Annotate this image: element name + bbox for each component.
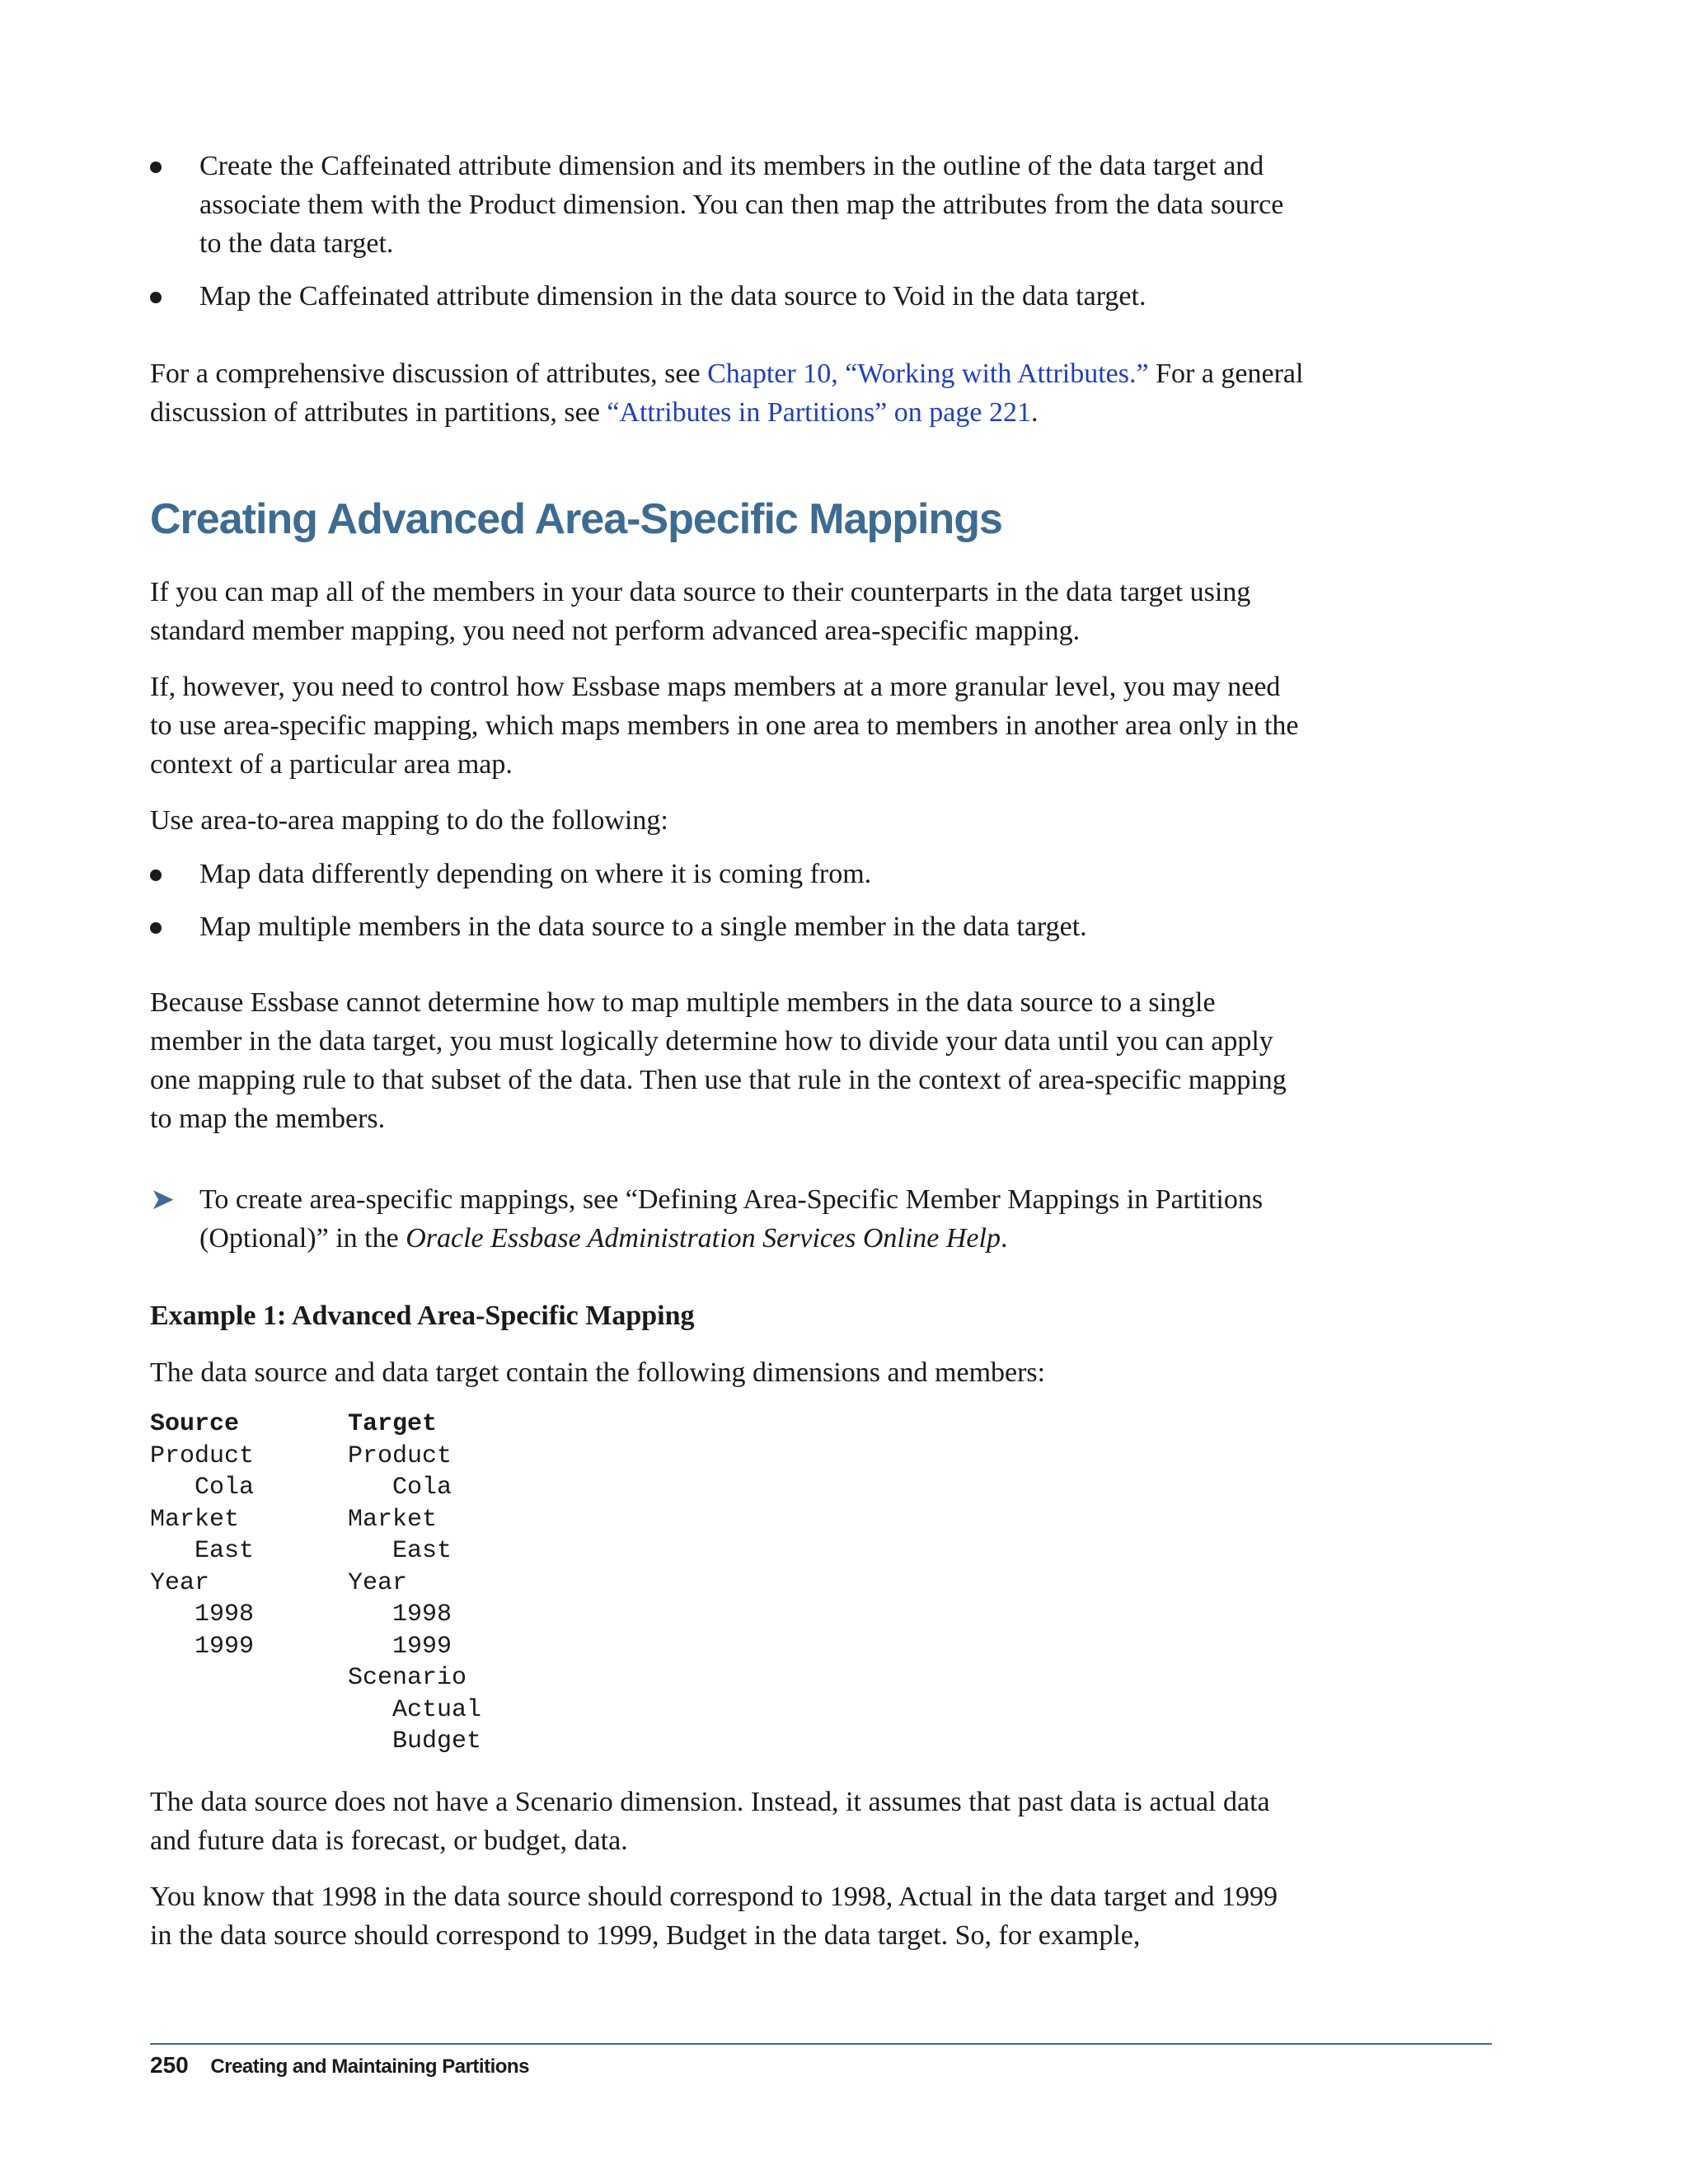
code-row bbox=[150, 1662, 546, 1694]
intro-paragraph-1: If you can map all of the members in your data source to their counterparts in the data target using standard member mapping, you need not perform advanced area-specific mapping. bbox=[150, 577, 1251, 646]
page-number: 250 bbox=[150, 2052, 189, 2078]
because-paragraph: Because Essbase cannot determine how to map multiple members in the data source to a single member in the data target, you must logically determine how to divide your data until you can apply one mapping rule to that subset of the data. Then use that rule in the context of area-specific mapping to map the members. bbox=[150, 987, 1287, 1134]
section-heading: Creating Advanced Area-Specific Mappings bbox=[150, 495, 1002, 543]
source-cell bbox=[150, 1726, 348, 1758]
source-cell: East bbox=[150, 1537, 255, 1565]
bullet-text: Create the Caffeinated attribute dimension and its members in the outline of the data target and associate them with the Product dimension. You can then map the attributes from the data source to the data target. bbox=[199, 151, 1284, 259]
code-row bbox=[150, 1599, 546, 1631]
bullet-text: Map data differently depending on where it is coming from. bbox=[199, 859, 872, 889]
paragraph-text: For a general discussion of attributes in partitions, see bbox=[150, 359, 1304, 428]
top-bullet-list bbox=[150, 147, 1304, 330]
bullet-icon bbox=[150, 869, 162, 881]
task-body: To create area-specific mappings, see “Defining Area-Specific Member Mappings in Partitions (Optional)” in the bbox=[199, 1184, 1264, 1254]
target-cell: Actual bbox=[348, 1695, 482, 1724]
code-row bbox=[150, 1726, 546, 1758]
attributes-in-partitions-link[interactable]: “Attributes in Partitions” on page 221 bbox=[607, 397, 1031, 428]
bullet-icon bbox=[150, 922, 162, 934]
code-row bbox=[150, 1472, 546, 1504]
source-cell bbox=[150, 1662, 348, 1694]
final-paragraph: You know that 1998 in the data source should correspond to 1998, Actual in the data target and 1999 in the data source should correspond to 1999, Budget in the data target. So, for example, bbox=[150, 1882, 1278, 1951]
paragraph-text: For a comprehensive discussion of attributes, see bbox=[150, 359, 708, 389]
target-cell: Budget bbox=[348, 1727, 482, 1755]
bullet-icon bbox=[150, 162, 162, 173]
target-header: Target bbox=[348, 1410, 438, 1438]
task-instruction bbox=[150, 1180, 1304, 1258]
target-cell: 1999 bbox=[348, 1632, 452, 1661]
source-cell bbox=[150, 1694, 348, 1727]
target-cell: Product bbox=[348, 1441, 452, 1470]
source-cell: Year bbox=[150, 1568, 210, 1597]
paragraph-text: . bbox=[1030, 397, 1039, 428]
target-cell: Year bbox=[348, 1568, 408, 1597]
task-end: . bbox=[1000, 1223, 1008, 1254]
source-cell: 1998 bbox=[150, 1601, 255, 1629]
list-item bbox=[150, 277, 1304, 316]
task-help-title: Oracle Essbase Administration Services Online Help bbox=[406, 1223, 1001, 1254]
footer-divider bbox=[150, 2043, 1492, 2045]
source-header: Source bbox=[150, 1410, 240, 1438]
task-text bbox=[150, 1180, 1304, 1258]
code-row bbox=[150, 1535, 546, 1568]
attributes-paragraph bbox=[150, 354, 1304, 432]
scenario-paragraph: The data source does not have a Scenario dimension. Instead, it assumes that past data is actual data and future data is forecast, or budget, data. bbox=[150, 1787, 1270, 1856]
source-cell: Market bbox=[150, 1505, 240, 1534]
chapter-10-link[interactable]: Chapter 10, “Working with Attributes.” bbox=[707, 359, 1149, 389]
target-cell: 1998 bbox=[348, 1601, 452, 1629]
list-item bbox=[150, 855, 1304, 893]
list-item bbox=[150, 907, 1304, 946]
example-intro-paragraph: The data source and data target contain the following dimensions and members: bbox=[150, 1357, 1046, 1388]
example-heading: Example 1: Advanced Area-Specific Mapping bbox=[150, 1301, 695, 1331]
bullet-text: Map the Caffeinated attribute dimension in the data source to Void in the data target. bbox=[199, 281, 1146, 312]
use-bullet-list bbox=[150, 855, 1304, 960]
target-cell: Cola bbox=[348, 1474, 452, 1502]
target-cell: East bbox=[348, 1537, 452, 1565]
source-cell: Cola bbox=[150, 1474, 255, 1502]
code-header-row bbox=[150, 1408, 546, 1441]
use-intro-paragraph: Use area-to-area mapping to do the following: bbox=[150, 805, 668, 836]
dimension-code-table bbox=[150, 1408, 546, 1758]
code-row bbox=[150, 1694, 546, 1727]
code-row bbox=[150, 1568, 546, 1600]
list-item bbox=[150, 147, 1304, 263]
source-cell: 1999 bbox=[150, 1632, 255, 1661]
chapter-title: Creating and Maintaining Partitions bbox=[210, 2055, 529, 2078]
bullet-text: Map multiple members in the data source to a single member in the data target. bbox=[199, 912, 1087, 942]
code-row bbox=[150, 1441, 546, 1473]
page-footer bbox=[150, 2052, 529, 2079]
bullet-icon bbox=[150, 292, 162, 303]
source-cell: Product bbox=[150, 1441, 255, 1470]
task-arrow-icon: ➤ bbox=[150, 1183, 176, 1216]
intro-paragraph-2: If, however, you need to control how Essbase maps members at a more granular level, you may need to use area-specific mapping, which maps members in one area to members in another area only in the context of a particular area map. bbox=[150, 672, 1299, 780]
target-cell: Scenario bbox=[348, 1664, 467, 1692]
code-row bbox=[150, 1631, 546, 1663]
code-row bbox=[150, 1504, 546, 1536]
target-cell: Market bbox=[348, 1505, 438, 1534]
